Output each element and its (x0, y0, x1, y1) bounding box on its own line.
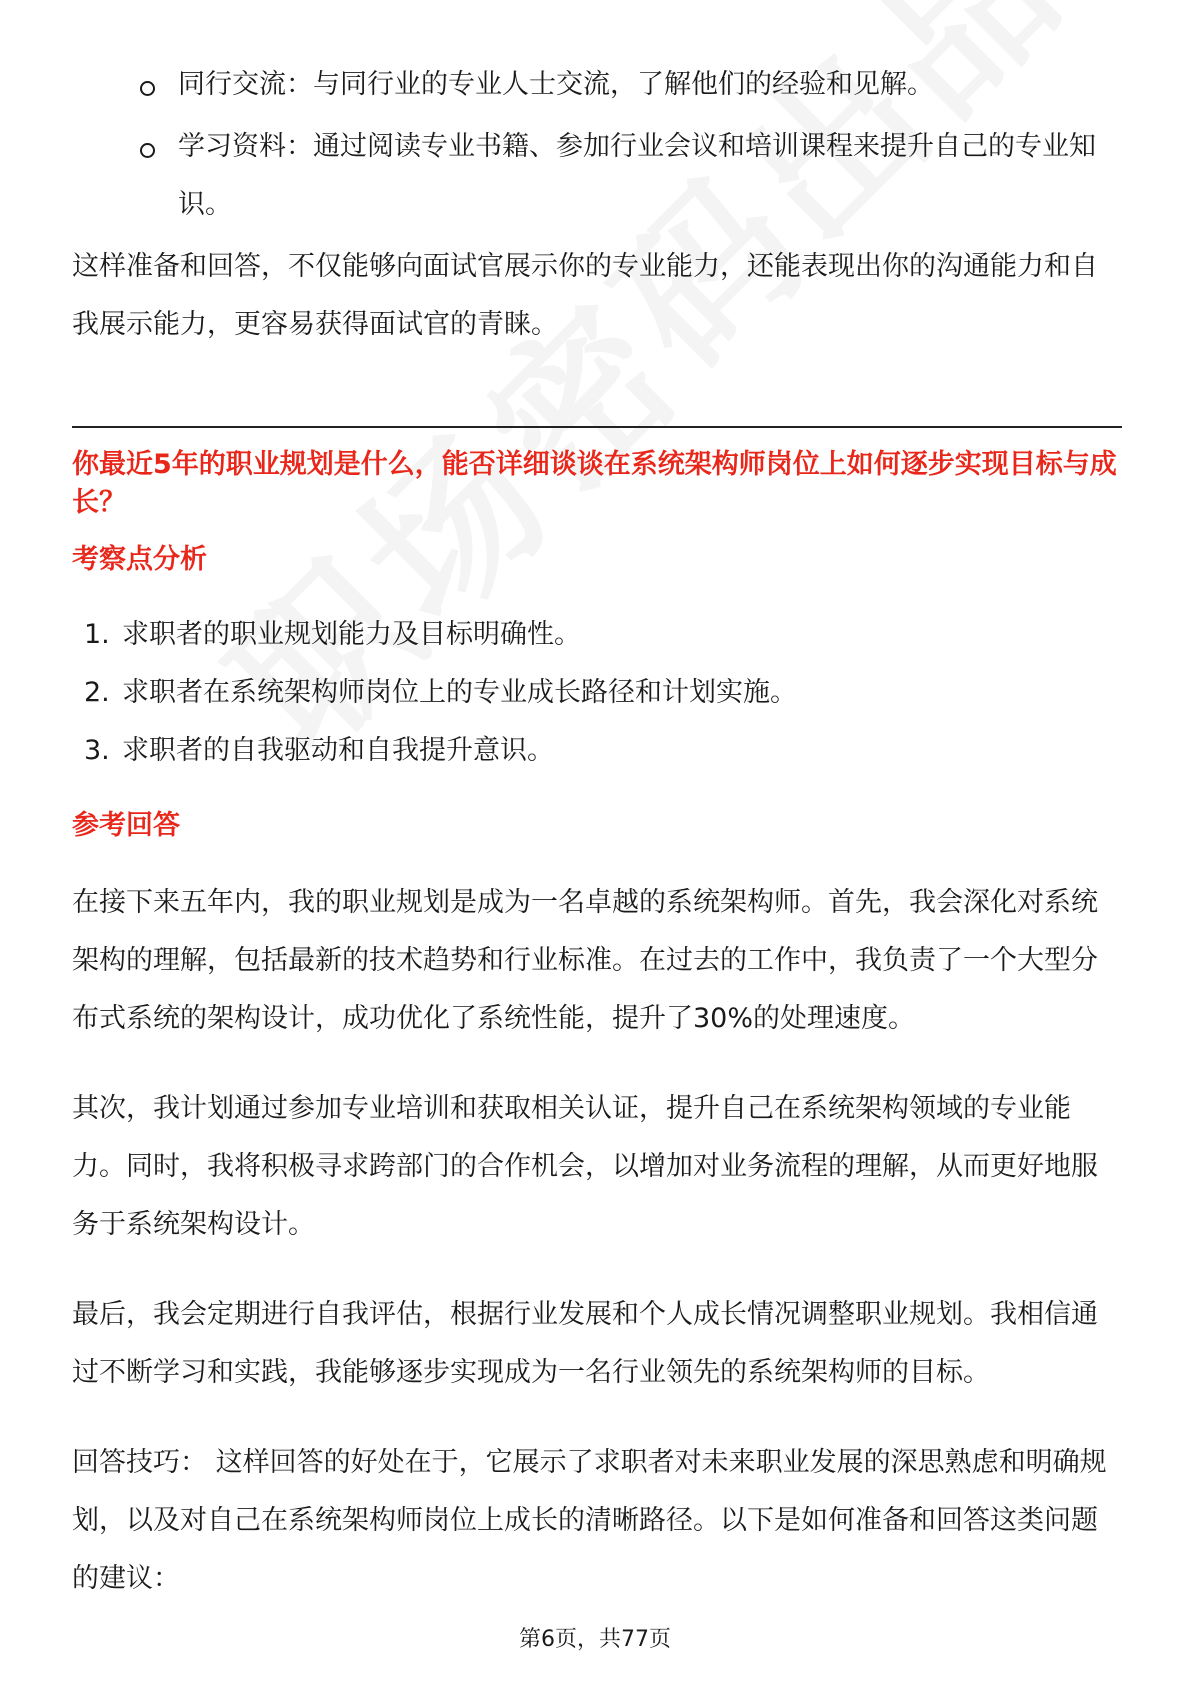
hollow-bullet-icon (140, 143, 155, 158)
page-footer: 第6页，共77页 (519, 1627, 671, 1652)
analysis-heading: 考察点分析 (72, 544, 207, 575)
answer-heading: 参考回答 (72, 810, 180, 841)
list-item (140, 118, 1120, 234)
list-item-number: 3. (84, 735, 110, 766)
list-item-text: 同行交流：与同行业的专业人士交流，了解他们的经验和见解。 (178, 69, 934, 100)
intro-closing-paragraph: 这样准备和回答，不仅能够向面试官展示你的专业能力，还能表现出你的沟通能力和自我展示能力，更容易获得面试官的青睐。 (72, 251, 1098, 340)
section-divider (72, 426, 1122, 428)
hollow-bullet-icon (140, 81, 155, 96)
answer-paragraph: 在接下来五年内，我的职业规划是成为一名卓越的系统架构师。首先，我会深化对系统架构的理解，包括最新的技术趋势和行业标准。在过去的工作中，我负责了一个大型分布式系统的架构设计，成功优化了系统性能，提升了30%的处理速度。 (72, 887, 1098, 1034)
list-item (84, 664, 1114, 722)
analysis-list (84, 606, 1114, 780)
question-heading: 你最近5年的职业规划是什么，能否详细谈谈在系统架构师岗位上如何逐步实现目标与成长？ (72, 449, 1117, 518)
list-item-text: 求职者的自我驱动和自我提升意识。 (122, 735, 554, 766)
answer-paragraph: 最后，我会定期进行自我评估，根据行业发展和个人成长情况调整职业规划。我相信通过不断学习和实践，我能够逐步实现成为一名行业领先的系统架构师的目标。 (72, 1299, 1098, 1388)
answer-paragraph: 其次，我计划通过参加专业培训和获取相关认证，提升自己在系统架构领域的专业能力。同时，我将积极寻求跨部门的合作机会，以增加对业务流程的理解，从而更好地服务于系统架构设计。 (72, 1093, 1098, 1240)
list-item (84, 606, 1114, 664)
list-item (140, 56, 1120, 114)
top-bullet-list (140, 56, 1120, 238)
answer-tips-paragraph: 回答技巧： 这样回答的好处在于，它展示了求职者对未来职业发展的深思熟虑和明确规划，以及对自己在系统架构师岗位上成长的清晰路径。以下是如何准备和回答这类问题的建议： (72, 1447, 1107, 1594)
list-item-text: 学习资料：通过阅读专业书籍、参加行业会议和培训课程来提升自己的专业知识。 (178, 131, 1096, 220)
list-item-text: 求职者的职业规划能力及目标明确性。 (122, 619, 581, 650)
list-item-text: 求职者在系统架构师岗位上的专业成长路径和计划实施。 (122, 677, 797, 708)
list-item (84, 722, 1114, 780)
list-item-number: 2. (84, 677, 110, 708)
list-item-number: 1. (84, 619, 110, 650)
